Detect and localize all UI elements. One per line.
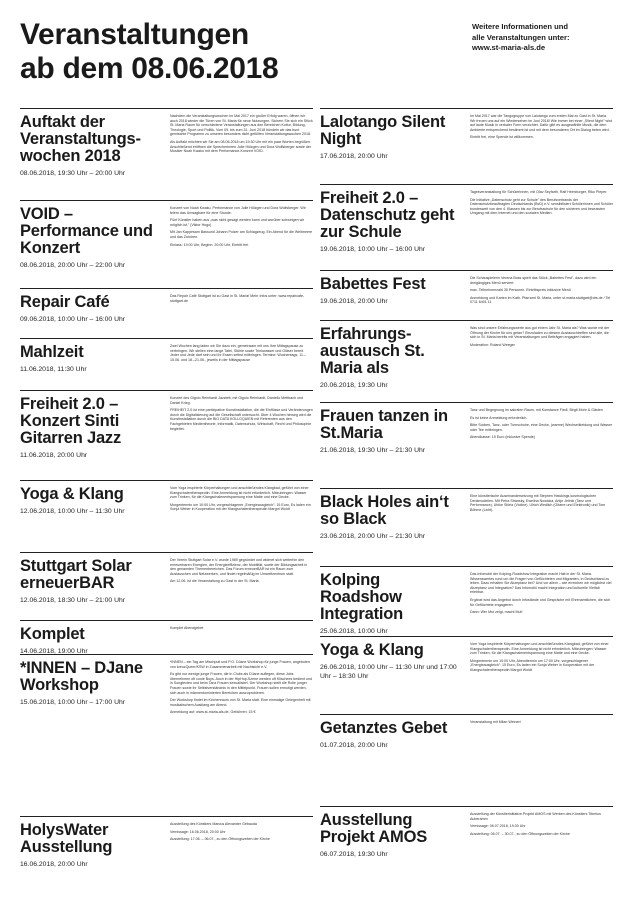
event-heading (320, 720, 465, 750)
event-description (170, 822, 313, 845)
event-date: 12.06.2018, 10:00 Uhr – 11:30 Uhr (20, 508, 125, 515)
event-description-paragraph: Konzert des Gigolo Reinhardt Jazztett; mit Gigolo Reinhardt, Daniello Mettbach und Daniel Krieg. (170, 396, 304, 405)
event-description-paragraph: Als Auftakt möchten wir Sie am 08.06.2018 um 19:30 Uhr mit ein paar Worten begrüßen. Anschließend eröffnen die Sprecherinnen Julie Hölzgen und Dora Wolfsberger sowie der Musiker Noah Kwaku mit dem Performance-Konzert VOID. (170, 139, 312, 154)
event-entry (320, 184, 613, 253)
page-title (20, 18, 450, 86)
event-heading (20, 558, 165, 605)
event-description-paragraph: *INNEN – ein Tag am Mischpult und P.O. DJane Workshop für junge Frauen, angeboten von kreuzQueer/KSW in Zusammenarbeit mit Nachtsicht e.V. (170, 660, 310, 669)
event-heading (320, 812, 465, 859)
event-entry (320, 270, 613, 305)
info-line-1: Weitere Informationen und (472, 22, 569, 31)
event-entry (320, 108, 613, 160)
event-entry (20, 480, 313, 515)
event-date: 23.06.2018, 20:00 Uhr – 21:30 Uhr (320, 533, 426, 540)
event-description (470, 190, 613, 219)
event-description-paragraph: Komplet Abendgebet (170, 626, 204, 630)
event-date: 16.06.2018, 20:00 Uhr (20, 861, 88, 868)
event-description-paragraph: Was sind unsere Erfahrungswerte aus gut einem Jahr St. Maria als? Was wurde mit der Öffnung der Kirche für uns getan? Einzuladen zu diesem Austauschtreffen sind alle, die sich in St. Maria bereits mit Veranstaltungen und Beiträgen engagiert haben. (470, 326, 610, 340)
event-description (470, 572, 613, 618)
event-description-paragraph: Einlass: 19:00 Uhr, Beginn: 20:00 Uhr, Eintritt frei. (170, 242, 250, 247)
event-description-paragraph: Moderation: Roland Weeger (470, 342, 515, 347)
event-heading (20, 206, 165, 270)
event-description-paragraph: Vom Yoga inspirierte Körperhaltungen und anschließendes Klangbad, geführt von einer Klangschalentherapeutin. Eine Anmeldung ist nicht erforderlich. Mitzubringen: Wasser zum Trinken, für die Klangschalenentspannung eine Matte und eine Decke. (170, 486, 309, 500)
event-name: Lalotango Silent Night (320, 113, 446, 148)
event-description (470, 812, 613, 839)
event-date: 01.07.2018, 20:00 Uhr (320, 742, 388, 749)
event-heading (320, 190, 465, 254)
event-name: VOID – Performance und Konzert (20, 205, 153, 257)
event-description-paragraph: Eintritt frei, eine Spende ist willkommen. (470, 135, 534, 140)
page-title-line-1: Veranstaltungen (20, 18, 249, 51)
event-heading (20, 114, 165, 178)
event-date: 11.06.2018, 20:00 Uhr (20, 452, 88, 459)
event-description-paragraph: Vom Yoga inspirierte Körperhaltungen und anschließendes Klangbad, geführt von einer Klangschalentherapeutin. Eine Anmeldung ist nicht erforderlich. Mitzubringen: Wasser zum Trinken, für die Klangschalenentspannung eine Matte und eine Decke. (470, 642, 609, 656)
event-entry (20, 816, 313, 868)
page-header (20, 18, 450, 86)
event-description (470, 276, 613, 308)
event-description (170, 626, 313, 634)
event-description-paragraph: Zwei Wochen lang laden wir Sie dazu ein, gemeinsam mit uns Ihre Mittagspause zu verbringen. Wir stellen eine lange Tafel, Stühle sowie Trinkwasser und Gläser bereit. Jeder und Jede darf sein und ihr Essen selbst mitbringen. Termine: Wochentags, 11.–15.06. und 18.–21.06., jeweils in der Mittagspause (170, 344, 307, 362)
event-date: 14.06.2018, 19:00 Uhr (20, 648, 88, 655)
event-description-paragraph: Der Workshop findet im Kirchenraum von St. Maria statt. Eine einmalige Gelegenheit mit musikalischem Ausklang am Abend. (170, 698, 311, 707)
event-heading (320, 276, 465, 306)
event-date: 11.06.2018, 11:30 Uhr (20, 366, 87, 373)
event-date: 25.06.2018, 10:00 Uhr (320, 628, 388, 635)
event-description (470, 408, 613, 443)
event-entry (20, 390, 313, 459)
event-description-paragraph: max. Teilnehmerzahl 35 Personen. Eintrittspreis inklusive Menü (470, 288, 571, 293)
page-title-line-2: ab dem 08.06.2018 (20, 52, 279, 85)
event-description-paragraph: Tagesveranstaltung für Schülerinnen, mit Olav Seyfarth, Ralf Heimburger, Riko Pieper. (470, 190, 608, 194)
event-description-paragraph: Ausstellung des Künstlers Marcus Alexander Gebauda (170, 822, 257, 826)
event-description-paragraph: Ergänzt wird das Angebot durch Infostände und Gespräche mit Ehrenamtlichen, die sich für Geflüchtete engagieren. (470, 597, 611, 607)
event-name: Black Holes ain‘t so Black (320, 493, 449, 528)
event-entry (320, 402, 613, 454)
event-description-paragraph: Bitte Socken, Tanz- oder Turnschuhe, eine Decke, (warme) Wechselkleidung und Wasser oder Tee mitbringen. (470, 423, 613, 432)
event-entry (20, 288, 313, 323)
event-description (170, 558, 313, 587)
event-date: 12.06.2018, 18:30 Uhr – 21:00 Uhr (20, 597, 126, 604)
event-name: HolysWater Ausstellung (20, 821, 113, 856)
event-description (470, 494, 613, 515)
event-date: 08.06.2018, 20:00 Uhr – 22:00 Uhr (20, 262, 126, 269)
event-description-paragraph: Die Schauspielerin Verena Buss spielt das Stück „Babettes Fest", dazu wird ein dreigängiges Menü serviert. (470, 276, 597, 285)
event-description (170, 486, 313, 515)
event-description-paragraph: Ausstellung der Künstlerinitiative Projekt AMOS mit Werken des Künstlers Tiberius Auberamm (470, 812, 601, 821)
event-heading (20, 396, 165, 460)
event-description-paragraph: Mit Jan Kappesam Bassund Johann Polzer am Schlagzeug. Ein Abend für die Weltmeere und das Zuhören. (170, 230, 313, 239)
event-heading (320, 114, 465, 161)
event-entry (20, 200, 313, 269)
event-date: 26.06.2018, 10:00 Uhr – 11:30 Uhr und 17:00 Uhr – 18:30 Uhr (320, 664, 457, 680)
event-heading (320, 572, 465, 636)
event-description-paragraph: Fünf Künstler haben aus „was nicht gesagt werden kann und worüber schweigen wir möglich ist." (Viktor Hugo) (170, 218, 305, 227)
info-url[interactable]: www.st-maria-als.de (472, 43, 546, 52)
event-description-paragraph: Vernissage: 06.07.2018, 19:30 Uhr (470, 824, 526, 829)
event-description (170, 114, 313, 157)
event-description (170, 344, 313, 365)
event-name: Getanztes Gebet (320, 719, 448, 737)
event-description-paragraph: Am 12.06. ist die Veranstaltung zu Gast in der St. Maria. (170, 579, 260, 584)
event-date: 20.06.2018, 19:30 Uhr (320, 382, 388, 389)
event-name: Erfahrungs-austausch St. Maria als (320, 325, 425, 377)
event-description-paragraph: Vernissage: 16.06.2018, 20:00 Uhr (170, 829, 226, 834)
event-entry (320, 806, 613, 858)
event-heading (20, 486, 165, 516)
event-description-paragraph: Der Verein Stuttgart Solar e.V. wurde 1989 gegründet und widmet sich weiterhin den erneuerbaren Energien, der Energieeffizienz, der Mobilität, sowie der Bildungsarbeit in den genannten Themenbereichen. Das Forum erneuerBAR ist ein Raum zum Austauschen und Netzwerken, und findet regelmäßig im Umweltzentrum statt. (170, 558, 308, 576)
event-name: Stuttgart Solar erneuerBAR (20, 557, 132, 592)
event-column-right (320, 108, 613, 880)
event-entry (320, 566, 613, 635)
event-name: Mahlzeit (20, 343, 84, 361)
event-heading (20, 822, 165, 869)
event-name: Ausstellung Projekt AMOS (320, 811, 428, 846)
event-entry (20, 620, 313, 655)
event-name: Freiheit 2.0 – Datenschutz geht zur Schule (320, 189, 455, 241)
event-entry (320, 488, 613, 540)
event-description (170, 660, 313, 718)
event-description-paragraph: FREIHEIT 2.0 ist eine partizipative Kunstinstallation, die die Einflüsse und Veränderungen durch die Digitalisierung auf die Gesellschaft untersucht. Über 4 Wochen hinweg wird die Kunstinstallation durch die BIG DATA KOLLOQUIEN mit Referenten aus den Fachgebieten Medientheorie, Informatik, Datenschutz, Wirtschaft, Recht und Philosophie begleitet. (170, 408, 313, 431)
event-entry (20, 654, 313, 715)
event-name: Auftakt der Veranstaltungs-wochen 2018 (20, 113, 141, 165)
event-date: 19.06.2018, 20:00 Uhr (320, 298, 388, 305)
event-description-paragraph: Das Repair Café Stuttgart ist zu Gast in St. Maria! Mehr Infos unter: www.repaircafe-stuttgart.de (170, 294, 305, 303)
event-description-paragraph: Anmeldung und Karten im Kath. Pfarramt St. Maria, unter st.maria.stuttgart@drs.de / Tel 0711 6401 11 (470, 295, 611, 305)
event-heading (20, 626, 165, 656)
event-name: Yoga & Klang (320, 641, 424, 659)
event-description (170, 206, 313, 250)
event-description (470, 642, 613, 676)
event-description-paragraph: Es ist keine Anmeldung erforderlich. (470, 415, 528, 420)
event-heading (320, 326, 465, 390)
event-description-paragraph: Nachdem die Veranstaltungswochen im Mai 2017 ein großer Erfolg waren, öffnen wir auch 2018 wieder die Türen von St. Maria für neue Nutzungen. Sichern Sie sich ein Stück St. Maria Raum für verschiedene Veranstaltungen aus den Bereichen Kultur, Bildung, Theologie, Sport und Politik. Vom 09. bis zum 31. Juni 2018 bündeln wir das bunt gemischte Programm zu unseren besonders dicht gefüllten Veranstaltungswochen 2018. (170, 114, 313, 137)
event-name: Babettes Fest (320, 275, 426, 293)
event-description (470, 114, 613, 143)
event-heading (320, 642, 465, 681)
event-date: 06.07.2018, 19:30 Uhr (320, 851, 388, 858)
event-description-paragraph: Im Mai 2017 war die Tangogruppe von Lalotango zum ersten Mal zu Gast in St. Maria. Wir freuen uns auf ein Wiedersehen im Juni 2018! Wie immer bei einer „Silent Night" wird auf laute Musik in verbaler Form verzichtet. Dafür gibt es ausgewählte Musik, die dem Ambiente entsprechend bestimmt ist und mit dem besonderen Ort im Dialog treten wird. (470, 114, 613, 132)
event-entry (20, 552, 313, 604)
event-description-paragraph: Ausstellung: 06.07. – 30.07., zu den Öffnungszeiten der Kirche (470, 831, 570, 836)
event-description-paragraph: Es gibt nur wenige junge Frauen, die in Clubs als DJane auflegen, diese Jobs übernehmen oft coole Boys. Auch in der HipHop-Szene werden oft Klischees bedient und in Songtexten und beim Tanz Frauen sexualisiert. Der Workshop stellt die Rolle junger Frauen sowie ihr Selbstverständnis in den Mittelpunkt. Frauen sollen ermutigt werden, sich auch in männerdominierten Bereichen auszuprobieren. (170, 672, 313, 695)
event-heading (20, 294, 165, 324)
event-entry (20, 108, 313, 177)
event-description-paragraph: Morgentermin um 10:00 Uhr, Abendtermin um 17:00 Uhr, vorgeschlagener „Energieausgleich": 15 Euro, Es laden ein Sonja Weber in Kooperation mit der Klangschalentherapeutin Margot Woldt (470, 658, 595, 672)
event-entry (320, 320, 613, 389)
event-description-paragraph: Morgentermin um 10:00 Uhr, vorgeschlagener „Energieausgleich": 15 Euro, Es laden ein Sonja Weber in Kooperation mit der Klangschalentherapeutin Margot Woldt (170, 502, 311, 512)
event-description-paragraph: Eine künstlerische Auseinandersetzung mit Stephen Hawkings kosmologischen Denkmodellen. Mit Petra Stransky, Ewelina Nowicka, Antje Jelinki (Tanz und Performance), Ulrike Störtz (Violine), Ulrich Wedlich (Gitarre und Elektronik) und Tom Böhme (Licht). (470, 494, 606, 512)
event-heading (20, 344, 165, 374)
event-description-paragraph: Konzert von Noah Kwaku, Performance von Julie Hölzgen und Dora Wolfsberger. Wir feiern das Umsagbare für eine Stunde. (170, 206, 306, 215)
event-date: 15.06.2018, 10:00 Uhr – 17:00 Uhr (20, 699, 126, 706)
event-description-paragraph: Anmeldung auf: www.st-maria-als.de, Gebühren: 15 € (170, 710, 256, 715)
event-description (170, 294, 313, 306)
event-description-paragraph: Die Initiative „Datenschutz geht zur Schule" des Berufsverbands der Datenschutzbeauftragten Deutschlands (BvD) e.V. sensibilisiert Schülerinnen und Schüler bundesweit von den 4. Klassen bis zur Berufsschule für den sicheren und bewussten Umgang mit dem Internet und den sozialen Medien. (470, 197, 613, 216)
event-entry (320, 636, 613, 680)
info-line-2: alle Veranstaltungen unter: (472, 32, 570, 42)
event-date: 09.06.2018, 10:00 Uhr – 16:00 Uhr (20, 316, 126, 323)
event-description-paragraph: Dann: Wer Mut zeigt, macht Mut! (470, 610, 523, 615)
event-description (170, 396, 313, 434)
event-name: Frauen tanzen in St.Maria (320, 407, 448, 442)
event-name: Komplet (20, 625, 85, 643)
event-column-left (20, 108, 313, 880)
event-date: 08.06.2018, 19:30 Uhr – 20:00 Uhr (20, 170, 126, 177)
event-description (470, 326, 613, 350)
event-name: Repair Café (20, 293, 110, 311)
event-heading (320, 494, 465, 541)
event-date: 19.06.2018, 10:00 Uhr – 16:00 Uhr (320, 246, 426, 253)
event-description (470, 720, 613, 728)
event-date: 17.06.2018, 20:00 Uhr (320, 153, 388, 160)
event-entry (320, 714, 613, 749)
event-description-paragraph: Das Infomobil der Kolping-Roadshow Integration macht Halt in der St. Maria. Wissenswertes rund um die Fragen von Geflüchteten und Migranten, in Deutschland zu leben. Dazu erhalten Sie Akzeptanz bei? Und vor allem – wie erreichen wir möglichst viel Akzeptanz und Integration? Das Infomobil macht Integration und kulturelle Vielfalt erlebbar. (470, 572, 612, 595)
event-date: 21.06.2018, 19:30 Uhr – 21:30 Uhr (320, 447, 426, 454)
event-name: Freiheit 2.0 – Konzert Sinti Gitarren Jazz (20, 395, 122, 447)
event-description-paragraph: Ausstellung: 17.06. – 06.07., zu den Öffnungszeiten der Kirche (170, 837, 270, 842)
event-name: *INNEN – DJane Workshop (20, 659, 143, 694)
event-description-paragraph: Abendkasse: 15 Euro (inklusive Spende) (470, 435, 535, 440)
event-heading (320, 408, 465, 455)
info-box (472, 22, 622, 54)
event-name: Kolping Roadshow Integration (320, 571, 404, 623)
event-entry (20, 338, 313, 373)
event-description-paragraph: Tanz und Begegnung im sakralen Raum, mit Konstanze Fiedl, Birgit Mohr & Gästen (470, 408, 603, 412)
event-description-paragraph: Veranstaltung mit Milan Weinert (470, 720, 521, 724)
event-heading (20, 660, 165, 707)
event-name: Yoga & Klang (20, 485, 124, 503)
